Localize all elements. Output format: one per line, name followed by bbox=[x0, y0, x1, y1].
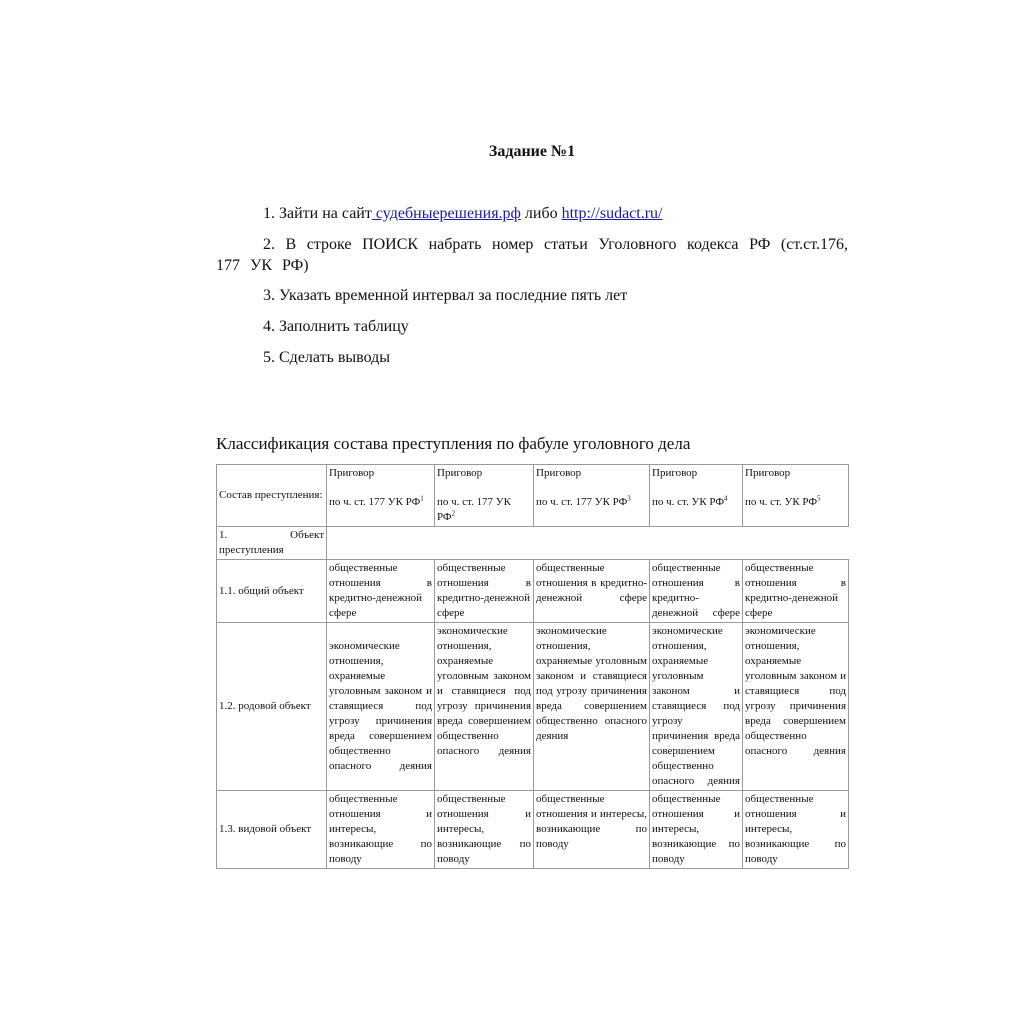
header-top-label: Приговор bbox=[437, 467, 483, 479]
table-cell: общественные отношения в кредитно-денежной сфере bbox=[743, 560, 849, 623]
table-row bbox=[217, 791, 849, 869]
table-cell: экономические отношения, охраняемые уголовным законом и ставящиеся под угрозу причинения вреда совершением общественно опасного деяния bbox=[650, 623, 743, 791]
table-cell: экономические отношения, охраняемые уголовным законом и ставящиеся под угрозу причинения вреда совершением общественно опасного деяния bbox=[327, 623, 435, 791]
header-bottom-label: по ч. ст. 177 УК РФ bbox=[536, 496, 628, 508]
step-2 bbox=[216, 235, 848, 277]
table-row bbox=[217, 623, 849, 791]
step-2-number: 2. bbox=[263, 235, 275, 253]
link-sudebnye-resheniya[interactable]: судебныерешения.рф bbox=[371, 205, 521, 222]
header-top-label: Приговор bbox=[329, 467, 375, 479]
table-cell: общественные отношения в кредитно-денежной сфере bbox=[650, 560, 743, 623]
footnote-mark: 1 bbox=[420, 494, 424, 503]
header-top-label: Приговор bbox=[652, 467, 698, 479]
step-1-text: Зайти на сайт bbox=[279, 205, 372, 222]
table-cell: общественные отношения и интересы, возникающие по поводу bbox=[743, 791, 849, 869]
step-5-number: 5. bbox=[263, 348, 275, 366]
row-label-cell: 1.3. видовой объект bbox=[217, 791, 327, 869]
step-1-number: 1. bbox=[263, 205, 275, 222]
step-1 bbox=[216, 204, 848, 225]
table-cell: экономические отношения, охраняемые уголовным законом и ставящиеся под угрозу причинения вреда совершением общественно опасного деяния bbox=[534, 623, 650, 791]
row-label-cell: 1.1. общий объект bbox=[217, 560, 327, 623]
header-cell bbox=[743, 465, 849, 527]
table-cell: экономические отношения, охраняемые уголовным законом и ставящиеся под угрозу причинения вреда совершением общественно опасного деяния bbox=[435, 623, 534, 791]
step-5 bbox=[216, 348, 848, 369]
table-cell: общественные отношения и интересы, возникающие по поводу bbox=[534, 791, 650, 869]
table-cell: общественные отношения в кредитно-денежной сфере bbox=[327, 560, 435, 623]
header-cell bbox=[534, 465, 650, 527]
table-caption: Классификация состава преступления по фабуле уголовного дела bbox=[216, 434, 691, 453]
step-3-text: Указать временной интервал за последние пять лет bbox=[279, 287, 628, 305]
table-header-row bbox=[217, 465, 849, 527]
header-top-label: Приговор bbox=[536, 467, 582, 479]
table-section-row bbox=[217, 527, 849, 560]
header-bottom-label: по ч. ст. 177 УК РФ bbox=[437, 496, 511, 523]
step-4-number: 4. bbox=[263, 318, 275, 336]
footnote-mark: 2 bbox=[451, 509, 456, 518]
header-bottom-label: по ч. ст. УК РФ bbox=[745, 496, 818, 508]
footnote-mark: 3 bbox=[627, 494, 631, 503]
table-cell: общественные отношения в кредитно-денежной сфере bbox=[534, 560, 650, 623]
step-4-text: Заполнить таблицу bbox=[279, 318, 409, 336]
table-row bbox=[217, 560, 849, 623]
header-bottom-label: по ч. ст. УК РФ bbox=[652, 496, 725, 508]
link-sudact[interactable]: http://sudact.ru/ bbox=[561, 205, 663, 222]
step-4 bbox=[216, 317, 848, 338]
header-cell bbox=[435, 465, 534, 527]
header-cell bbox=[650, 465, 743, 527]
header-cell bbox=[327, 465, 435, 527]
step-2-text: В строке ПОИСК набрать номер статьи Уголовного кодекса РФ (ст.ст.176, 177 УК РФ) bbox=[216, 235, 848, 274]
header-corner-cell: Состав преступления: bbox=[217, 465, 327, 527]
table-cell: экономические отношения, охраняемые уголовным законом и ставящиеся под угрозу причинения вреда совершением общественно опасного деяния bbox=[743, 623, 849, 791]
step-5-text: Сделать выводы bbox=[279, 348, 391, 366]
page-title: Задание №1 bbox=[488, 143, 576, 160]
classification-table bbox=[216, 464, 849, 869]
table-cell: общественные отношения и интересы, возникающие по поводу bbox=[327, 791, 435, 869]
section-label-cell: 1. Объект преступления bbox=[217, 527, 327, 560]
step-3-number: 3. bbox=[263, 287, 275, 305]
section-empty-cell bbox=[327, 527, 849, 560]
footnote-mark: 4 bbox=[724, 494, 728, 503]
step-1-or: либо bbox=[520, 205, 562, 222]
header-top-label: Приговор bbox=[745, 467, 791, 479]
table-cell: общественные отношения в кредитно-денежной сфере bbox=[435, 560, 534, 623]
step-3 bbox=[216, 286, 848, 307]
table-cell: общественные отношения и интересы, возникающие по поводу bbox=[650, 791, 743, 869]
task-steps-list bbox=[216, 204, 848, 379]
classification-table-container bbox=[216, 464, 850, 946]
row-label-cell: 1.2. родовой объект bbox=[217, 623, 327, 791]
footnote-mark: 5 bbox=[817, 494, 821, 503]
table-cell: общественные отношения и интересы, возникающие по поводу bbox=[435, 791, 534, 869]
header-bottom-label: по ч. ст. 177 УК РФ bbox=[329, 496, 421, 508]
